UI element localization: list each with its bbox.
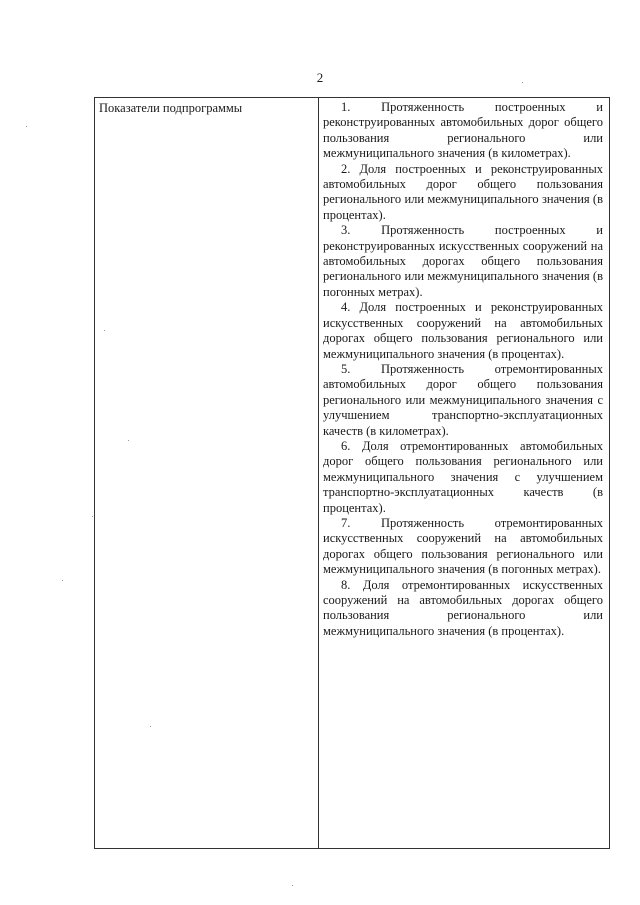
scan-speck xyxy=(128,440,129,441)
scan-speck xyxy=(104,330,105,331)
subprogram-table xyxy=(94,97,610,849)
indicator-3: 3. Протяженность построенных и реконструированных искусственных сооружений на автомобильных дорогах общего пользования регионального или межмуниципального значения (в погонных метрах). xyxy=(323,223,603,299)
indicator-7: 7. Протяженность отремонтированных искусственных сооружений на автомобильных дорогах общего пользования регионального или межмуниципального значения (в погонных метрах). xyxy=(323,515,603,577)
scan-speck xyxy=(26,126,27,127)
scan-speck xyxy=(150,726,151,727)
indicator-8: 8. Доля отремонтированных искусственных сооружений на автомобильных дорогах общего пользования регионального или межмуниципального значения (в процентах). xyxy=(323,577,603,638)
scan-speck xyxy=(62,580,63,581)
indicator-4: 4. Доля построенных и реконструированных искусственных сооружений на автомобильных дорогах общего пользования регионального или межмуниципального значения (в процентах). xyxy=(323,300,603,361)
table-label-cell xyxy=(95,98,319,848)
indicator-2: 2. Доля построенных и реконструированных автомобильных дорог общего пользования регионального или межмуниципального значения (в процентах). xyxy=(323,161,603,222)
page-number: 2 xyxy=(316,70,324,85)
indicator-1: 1. Протяженность построенных и реконструированных автомобильных дорог общего пользования регионального или межмуниципального значения (в километрах). xyxy=(323,100,603,161)
table-content-cell xyxy=(319,98,609,848)
scan-speck xyxy=(92,516,93,517)
scan-speck xyxy=(522,82,523,83)
subprogram-indicators-label: Показатели подпрограммы xyxy=(99,101,243,115)
indicator-6: 6. Доля отремонтированных автомобильных дорог общего пользования регионального или межмуниципального значения с улучшением транспортно-эксплуатационных качеств (в процентах). xyxy=(323,438,603,515)
indicator-5: 5. Протяженность отремонтированных автомобильных дорог общего пользования регионального или межмуниципального значения с улучшением транспортно-эксплуатационных качеств (в километрах). xyxy=(323,361,603,438)
scan-speck xyxy=(292,885,293,886)
